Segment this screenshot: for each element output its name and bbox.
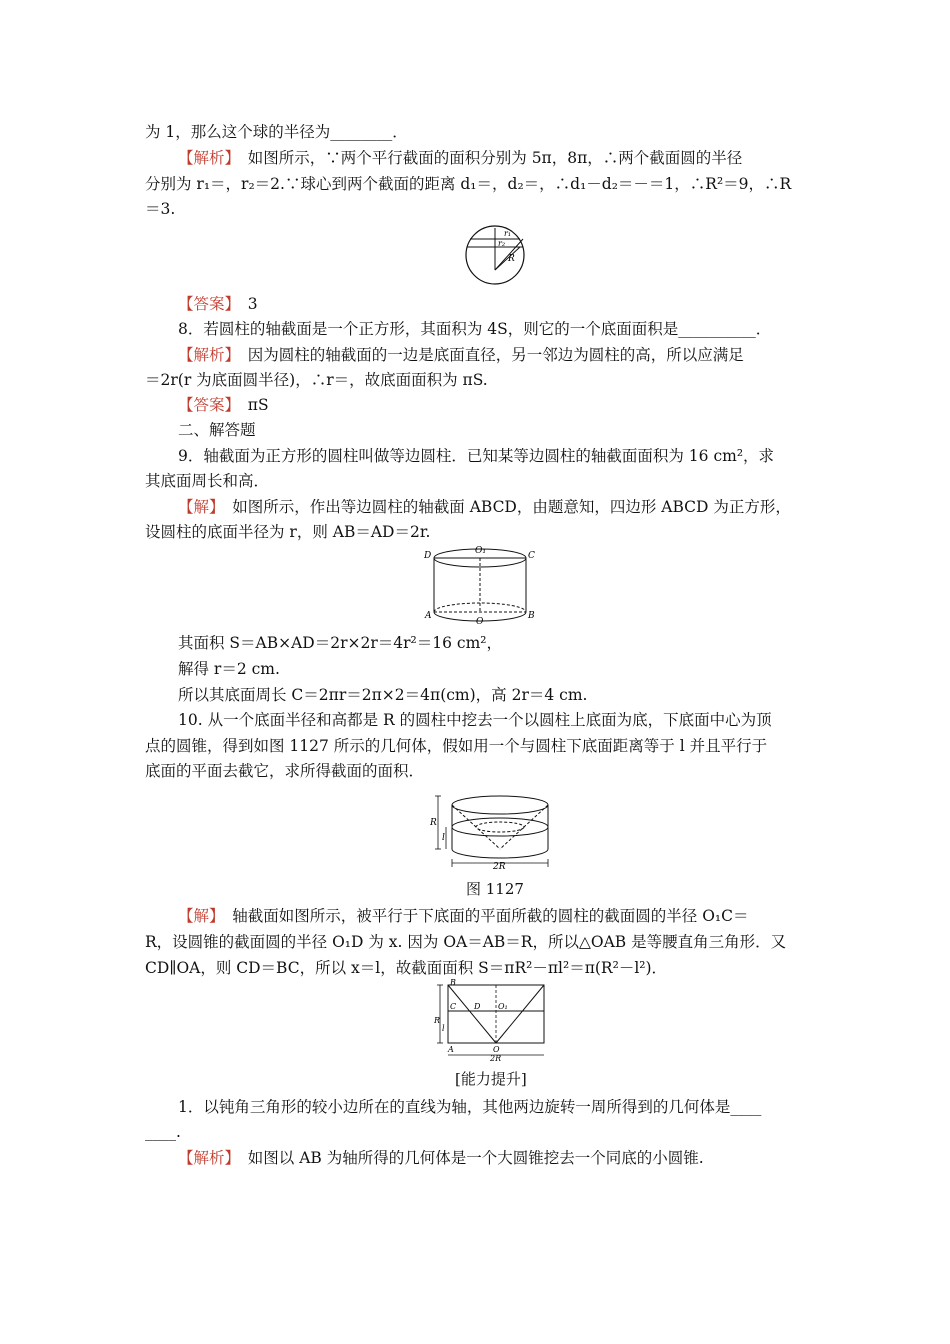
solid-figure bbox=[430, 793, 555, 875]
label-l: l bbox=[442, 833, 445, 843]
label-O1: O₁ bbox=[475, 546, 486, 556]
label-O: O bbox=[476, 617, 484, 626]
label-A: A bbox=[425, 611, 432, 621]
analysis-tag: 【解析】 bbox=[178, 1149, 233, 1167]
answer-line: 【答案】 3 bbox=[178, 295, 258, 313]
answer-line: 【答案】 πS bbox=[178, 396, 269, 414]
analysis-line: 【解析】 如图以 AB 为轴所得的几何体是一个大圆锥挖去一个同底的小圆锥. bbox=[178, 1149, 704, 1167]
analysis-tag: 【解析】 bbox=[178, 149, 233, 167]
solution-tag: 【解】 bbox=[178, 498, 217, 516]
label-C: C bbox=[450, 1002, 457, 1011]
label-R: R bbox=[430, 818, 437, 828]
label-C: C bbox=[528, 551, 535, 561]
solution-line: 【解】 轴截面如图所示，被平行于下底面的平面所截的圆柱的截面圆的半径 O₁C＝ bbox=[178, 907, 749, 925]
section-figure bbox=[434, 979, 549, 1065]
text-line: ____. bbox=[145, 1123, 181, 1141]
label-B: B bbox=[450, 979, 456, 987]
analysis-line: 【解析】 如图所示，∵两个平行截面的面积分别为 5π，8π，∴两个截面圆的半径 bbox=[178, 149, 743, 167]
text-line: 为 1，那么这个球的半径为________． bbox=[145, 123, 408, 141]
analysis-line: 【解析】 因为圆柱的轴截面的一边是底面直径，另一邻边为圆柱的高，所以应满足 bbox=[178, 346, 744, 364]
solution-line: 【解】 如图所示，作出等边圆柱的轴截面 ABCD，由题意知，四边形 ABCD 为正方形， bbox=[178, 498, 791, 516]
label-D: D bbox=[424, 551, 432, 561]
text-line: ＝3. bbox=[145, 200, 176, 218]
text-line: ＝2r(r 为底面圆半径)，∴r＝，故底面面积为 πS. bbox=[145, 371, 488, 389]
label-r1: r₁ bbox=[504, 229, 512, 238]
text-line: 所以其底面周长 C＝2πr＝2π×2＝4π(cm)，高 2r＝4 cm. bbox=[178, 686, 588, 704]
question-line: 1．以钝角三角形的较小边所在的直线为轴，其他两边旋转一周所得到的几何体是____ bbox=[178, 1098, 762, 1116]
question-line: 9．轴截面为正方形的圆柱叫做等边圆柱．已知某等边圆柱的轴截面面积为 16 cm²，求 bbox=[178, 447, 775, 465]
section-heading: 二、解答题 bbox=[178, 421, 256, 439]
analysis-tag: 【解析】 bbox=[178, 346, 233, 364]
question-line: 10. 从一个底面半径和高都是 R 的圆柱中挖去一个以圆柱上底面为底，下底面中心为顶 bbox=[178, 711, 772, 729]
answer-tag: 【答案】 bbox=[178, 396, 233, 414]
cylinder-figure bbox=[424, 544, 536, 630]
figure-caption: 图 1127 bbox=[466, 880, 524, 898]
label-l: l bbox=[442, 1024, 445, 1033]
text-line: 解得 r＝2 cm. bbox=[178, 660, 280, 678]
label-2R: 2R bbox=[493, 862, 506, 871]
sphere-figure bbox=[460, 224, 530, 290]
label-A: A bbox=[448, 1045, 454, 1054]
label-D: D bbox=[474, 1002, 481, 1011]
label-O: O bbox=[493, 1045, 500, 1054]
text-line: 底面的平面去截它，求所得截面的面积． bbox=[145, 762, 425, 780]
section-caption: [能力提升] bbox=[455, 1070, 527, 1088]
label-R: R bbox=[434, 1016, 441, 1025]
question-line: 8．若圆柱的轴截面是一个正方形，其面积为 4S，则它的一个底面面积是__________． bbox=[178, 320, 772, 338]
text-line: 点的圆锥，得到如图 1127 所示的几何体，假如用一个与圆柱下底面距离等于 l 并且平行于 bbox=[145, 737, 768, 755]
text-line: 其底面周长和高． bbox=[145, 472, 270, 490]
text-line: R，设圆锥的截面圆的半径 O₁D 为 x. 因为 OA＝AB＝R，所以△OAB 是等腰直角三角形．又 bbox=[145, 933, 787, 951]
text-line: 设圆柱的底面半径为 r，则 AB＝AD＝2r. bbox=[145, 523, 431, 541]
answer-tag: 【答案】 bbox=[178, 295, 233, 313]
label-R: R bbox=[508, 254, 515, 264]
label-2R: 2R bbox=[490, 1054, 502, 1061]
text-line: 其面积 S＝AB×AD＝2r×2r＝4r²＝16 cm²， bbox=[178, 634, 502, 652]
solution-tag: 【解】 bbox=[178, 907, 217, 925]
label-O1: O₁ bbox=[498, 1002, 508, 1011]
text-line: 分别为 r₁＝，r₂＝2.∵球心到两个截面的距离 d₁＝，d₂＝，∴d₁－d₂＝－＝1，∴R²＝9，∴R bbox=[145, 175, 792, 193]
label-B: B bbox=[528, 611, 535, 621]
text-line: CD∥OA，则 CD＝BC，所以 x＝l，故截面面积 S＝πR²－πl²＝π(R²－l²)． bbox=[145, 959, 668, 977]
label-r2: r₂ bbox=[498, 239, 506, 248]
